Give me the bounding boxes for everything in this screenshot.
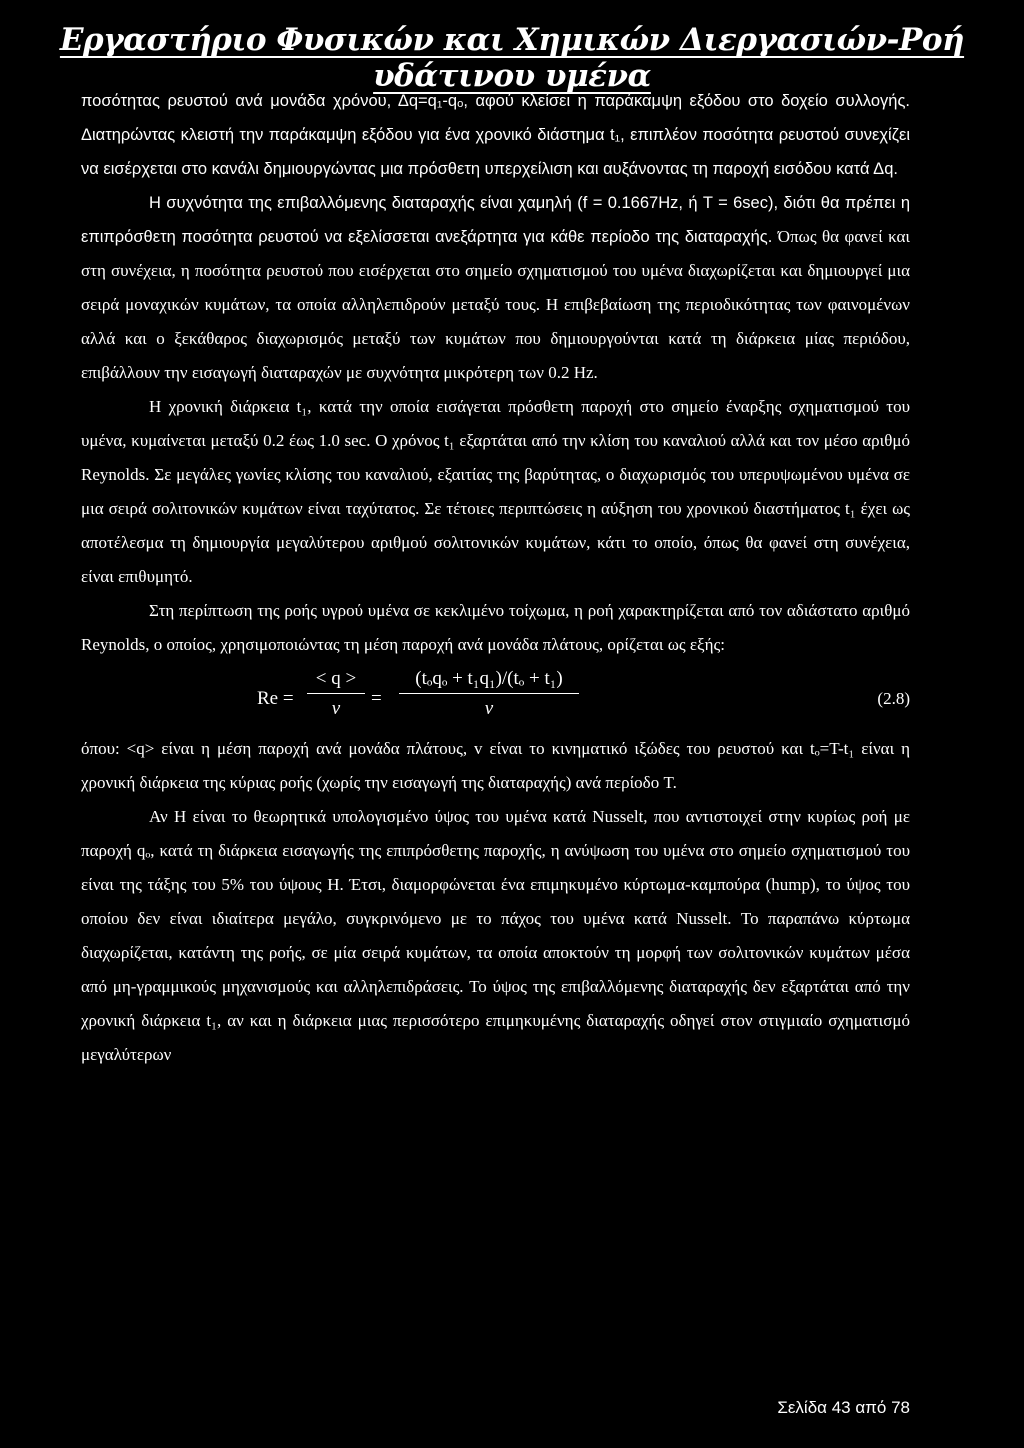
equation-fraction-1-numerator: < q >: [307, 666, 365, 694]
equation-fraction-2-numerator: (tₒqₒ + t₁q₁)/(tₒ + t₁): [399, 666, 579, 694]
equation-equals-sign: =: [371, 688, 382, 709]
page-header-title: Εργαστήριο Φυσικών και Χημικών Διεργασιών-Ροή υδάτινου υμένα: [59, 22, 965, 94]
equation-fraction-2-denominator: v: [484, 698, 494, 719]
paragraph-3: Η χρονική διάρκεια t₁, κατά την οποία εισάγεται πρόσθετη παροχή στο σημείο έναρξης σχηματισμού του υμένα, κυμαίνεται μεταξύ 0.2 έως 1.0 sec. Ο χρόνος t₁ εξαρτάται από την κλίση του καναλιού αλλά και τον μέσο αριθμό Reynolds. Σε μεγάλες γωνίες κλίσης του καναλιού, εξαιτίας της βαρύτητας, ο διαχωρισμός του υπερυψωμένου υμένα σε μια σειρά σολιτονικών κυμάτων είναι ταχύτατος. Σε τέτοιες περιπτώσεις η αύξηση του χρονικού διαστήματος t₁ έχει ως αποτέλεσμα τη δημιουργία μεγαλύτερου αριθμού σολιτονικών κυμάτων, κάτι το οποίο, όπως θα φανεί στη συνέχεια, είναι επιθυμητό.: [81, 397, 910, 586]
page-number: Σελίδα 43 από 78: [777, 1398, 910, 1417]
paragraph-4: Στη περίπτωση της ροής υγρού υμένα σε κεκλιμένο τοίχωμα, η ροή χαρακτηρίζεται από τον αδιάστατο αριθμό Reynolds, ο οποίος, χρησιμοποιώντας τη μέση παροχή ανά μονάδα πλάτους, ορίζεται ως εξής:: [81, 601, 910, 654]
paragraph-2-sans-part: Η συχνότητα της επιβαλλόμενης διαταραχής είναι χαμηλή (f = 0.1667Hz, ή T = 6sec), διότι θα πρέπει η επιπρόσθετη ποσότητα ρευστού να εξελίσσεται ανεξάρτητα για κάθε περίοδο της διαταραχής.: [81, 194, 910, 246]
equation-fraction-1: [307, 666, 365, 724]
paragraph-1: ποσότητας ρευστού ανά μονάδα χρόνου, Δq=q₁-qₒ, αφού κλείσει η παράκαμψη εξόδου στο δοχείο συλλογής. Διατηρώντας κλειστή την παράκαμψη εξόδου για ένα χρονικό διάστημα t₁, επιπλέον ποσότητα ρευστού συνεχίζει να εισέρχεται στο κανάλι δημιουργώντας μια πρόσθετη υπερχείλιση και αυξάνοντας τη παροχή εισόδου κατά Δq.: [81, 92, 910, 178]
paragraph-5: όπου: <q> είναι η μέση παροχή ανά μονάδα πλάτους, v είναι το κινηματικό ιξώδες του ρευστού και tₒ=T-t₁ είναι η χρονική διάρκεια της κύριας ροής (χωρίς την εισαγωγή της διαταραχής) ανά περίοδο T.: [81, 739, 910, 792]
paragraph-6: Αν H είναι το θεωρητικά υπολογισμένο ύψος του υμένα κατά Nusselt, που αντιστοιχεί στην κυρίως ροή με παροχή qₒ, κατά τη διάρκεια εισαγωγής της επιπρόσθετης παροχής, η ανύψωση του υμένα στο σημείο σχηματισμού του είναι της τάξης του 5% του ύψους H. Έτσι, διαμορφώνεται ένα επιμηκυμένο κύρτωμα-καμπούρα (hump), το ύψος του οποίου δεν είναι ιδιαίτερα μεγάλο, συγκρινόμενο με το πάχος του υμένα κατά Nusselt. Το παραπάνω κύρτωμα διαχωρίζεται, κατάντη της ροής, σε μία σειρά κυμάτων, τα οποία αποκτούν τη μορφή των σολιτονικών κυμάτων μέσα από μη-γραμμικούς μηχανισμούς και αλληλεπιδράσεις. Το ύψος της επιβαλλόμενης διαταραχής δεν εξαρτάται από την χρονική διάρκεια t₁, αν και η διάρκεια μιας περισσότερο επιμηκυμένης διαταραχής οδηγεί στον στιγμιαίο σχηματισμό μεγαλύτερων: [81, 807, 910, 1064]
paragraph-2: [81, 186, 910, 390]
equation-lhs: Re =: [257, 688, 294, 709]
equation-fraction-1-denominator: v: [331, 698, 341, 719]
paragraph-2-serif-part: Όπως θα φανεί και στη συνέχεια, η ποσότητα ρευστού που εισέρχεται στο σημείο σχηματισμού του υμένα διαχωρίζεται και δημιουργεί μια σειρά μοναχικών κυμάτων, τα οποία αλληλεπιδρούν μεταξύ τους. Η επιβεβαίωση της περιοδικότητας των φαινομένων αλλά και ο ξεκάθαρος διαχωρισμός μεταξύ των κυμάτων που δημιουργούνται κατά τη διάρκεια μίας περιόδου, επιβάλλουν την εισαγωγή διαταραχών με συχνότητα μικρότερη των 0.2 Hz.: [81, 227, 910, 382]
equation-number: (2.8): [877, 689, 910, 708]
equation-fraction-2: [399, 666, 579, 724]
equation-reynolds: [81, 662, 910, 732]
document-body: [81, 84, 910, 1072]
